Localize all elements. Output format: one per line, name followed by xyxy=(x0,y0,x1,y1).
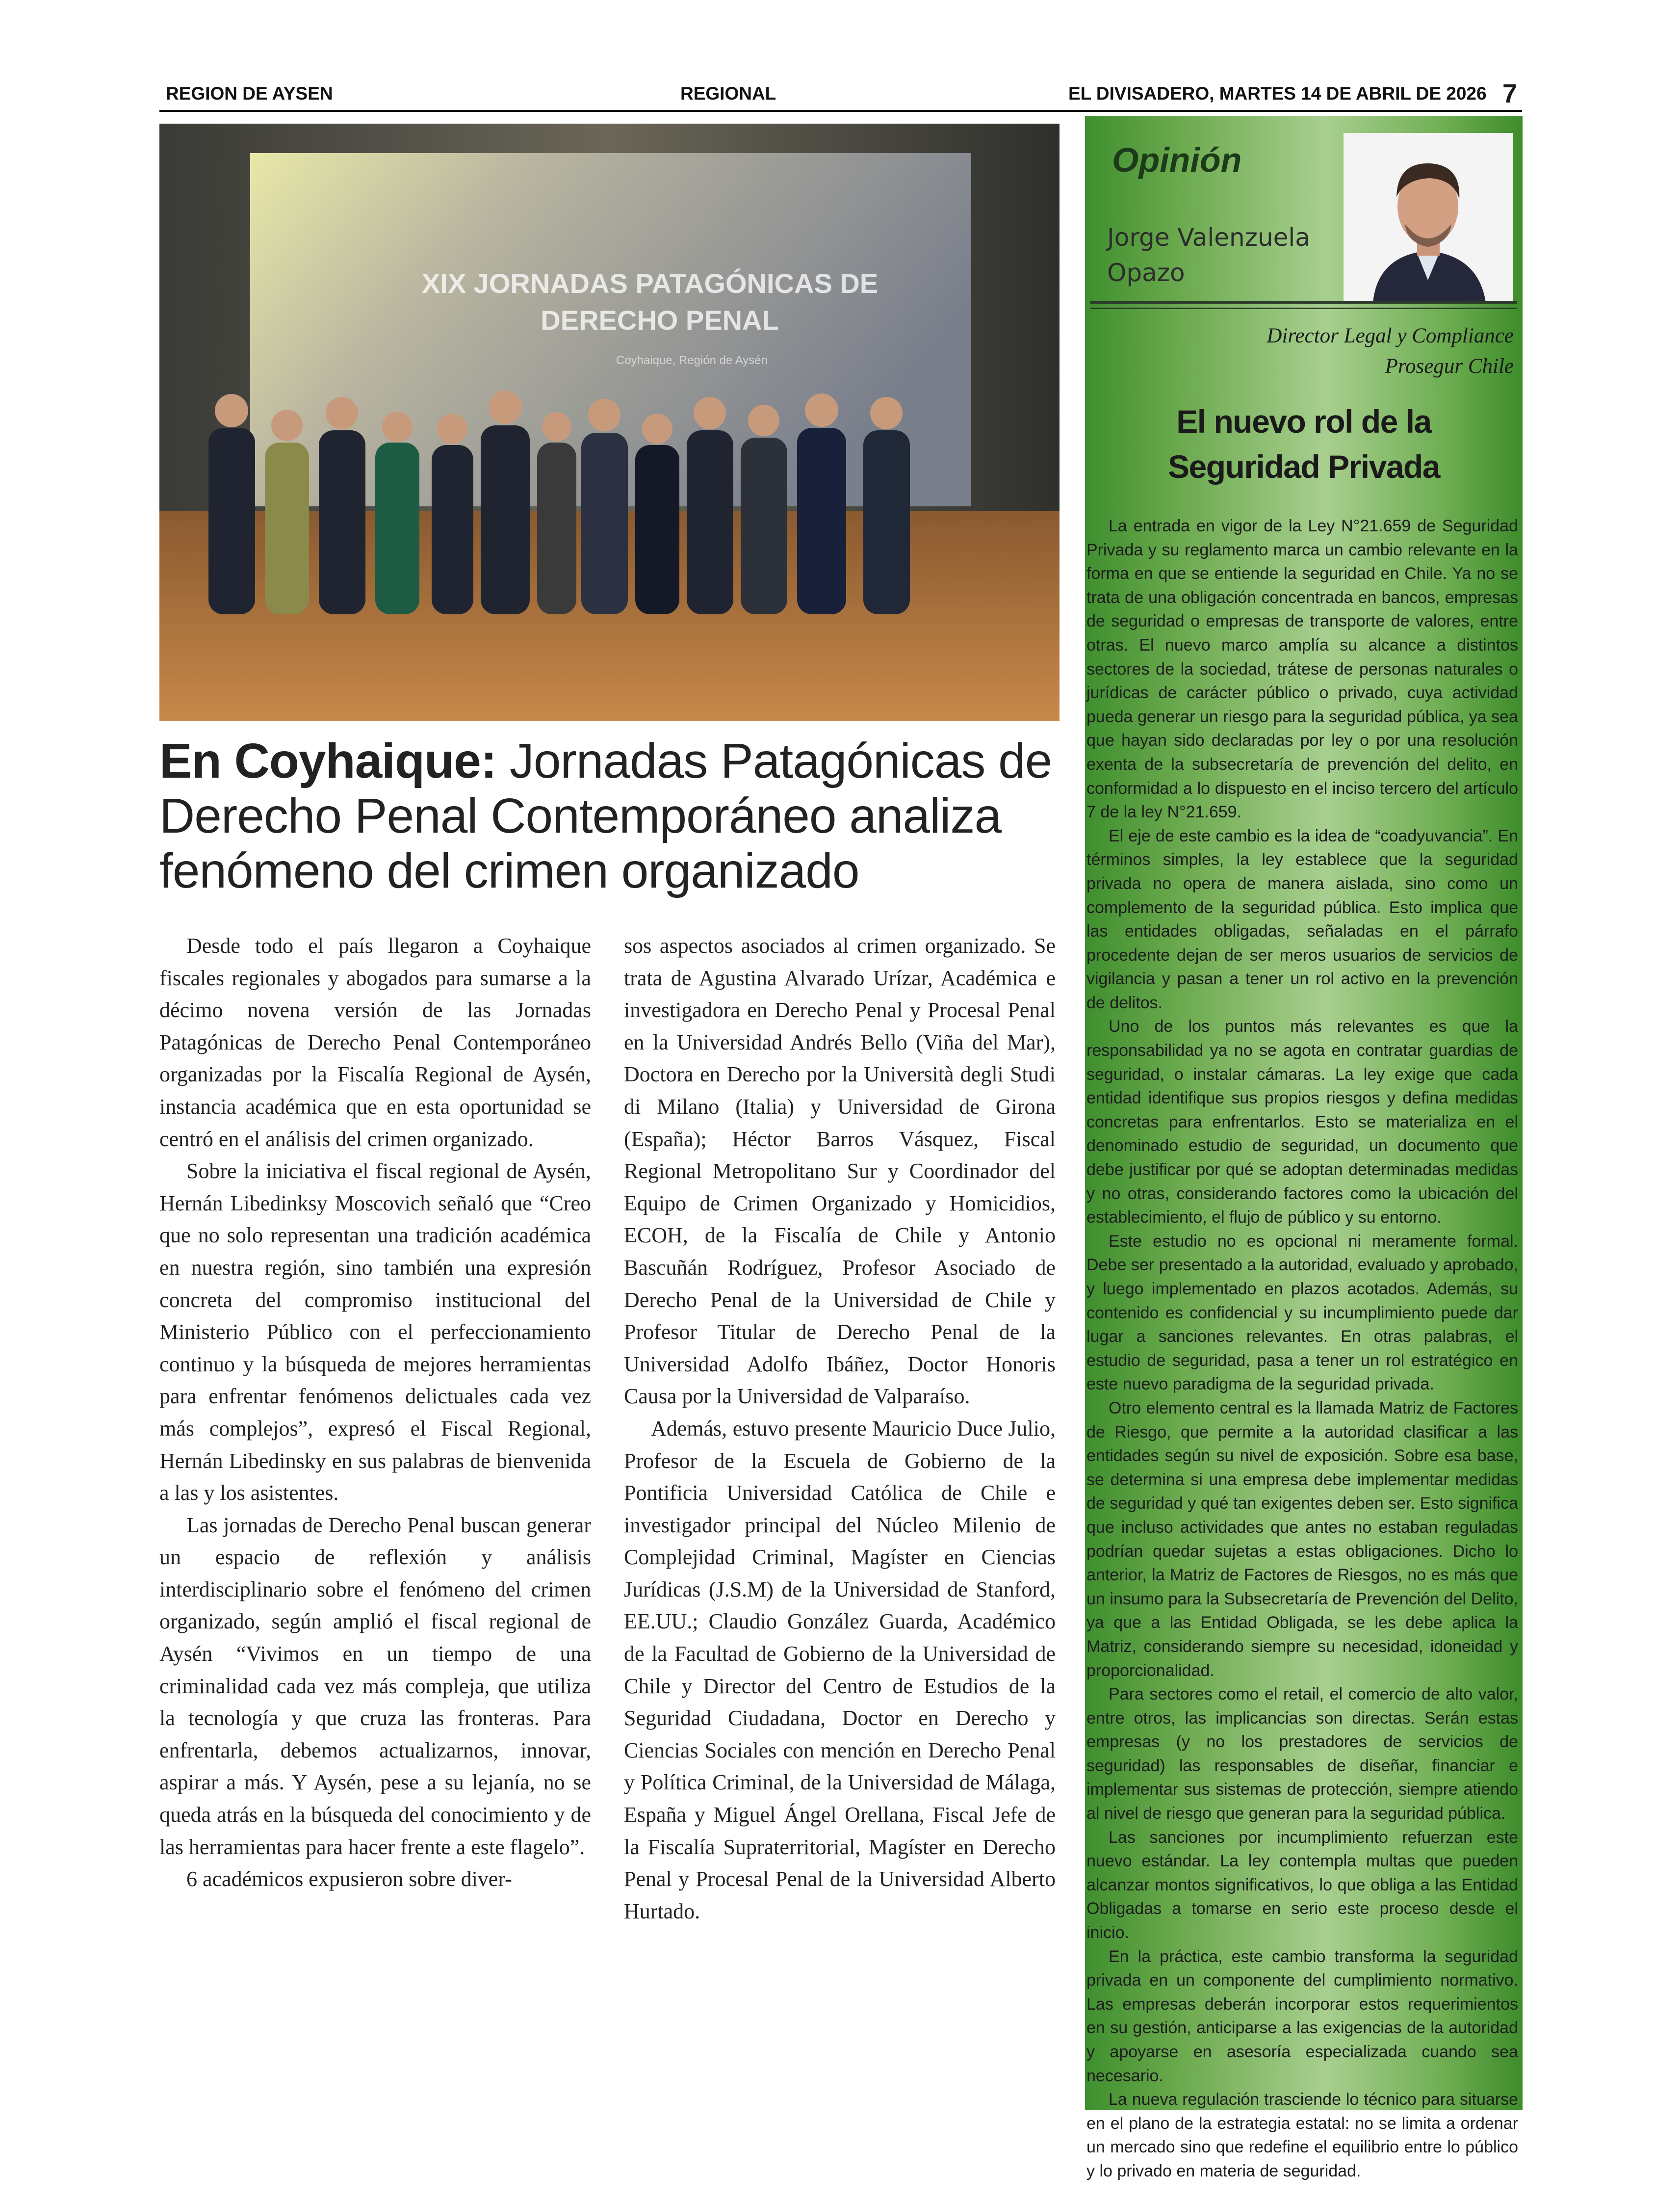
opinion-paragraph: Este estudio no es opcional ni meramente formal. Debe ser presentado a la autoridad, evaluado y aprobado, y luego implementado en plazos acotados. Además, su contenido es confidencial y su incumplimiento puede dar lugar a sanciones relevantes. En otras palabras, el estudio de seguridad, pasa a tener un rol estratégico en este nuevo paradigma de la seguridad privada. xyxy=(1086,1232,1518,1394)
article-paragraph: 6 académicos expusieron sobre diver- xyxy=(186,1867,512,1891)
section-label: REGION DE AYSEN xyxy=(166,83,333,104)
event-photo xyxy=(159,124,1060,721)
opinion-paragraph: Uno de los puntos más relevantes es que la responsabilidad ya no se agota en contratar guardias de seguridad, o instalar cámaras. La ley exige que cada entidad identifique sus propios riesgos y defina medidas concretas para enfrentarlos. Esto se materializa en el denominado estudio de seguridad, un documento que debe justificar por qué se adoptan determinadas medidas y no otras, considerando factores como la ubicación del establecimiento, el flujo de público y su entorno. xyxy=(1086,1017,1518,1227)
opinion-paragraph: La nueva regulación trasciende lo técnico para situarse en el plano de la estrategia estatal: no se limita a ordenar un mercado sino que redefine el equilibrio entre lo público y lo privado en materia de seguridad. xyxy=(1086,2090,1518,2180)
masthead-date: EL DIVISADERO, MARTES 14 DE ABRIL DE 2026 xyxy=(1068,83,1487,104)
author-role xyxy=(1266,321,1514,382)
opinion-body xyxy=(1086,514,1518,2183)
opinion-headline-line2: Seguridad Privada xyxy=(1167,448,1440,485)
article-paragraph: Las jornadas de Derecho Penal buscan generar un espacio de reflexión y análisis interdisciplinario sobre el fenómeno del crimen organizado, según amplió el fiscal regional de Aysén “Vivimos en un tiempo de una criminalidad cada vez más compleja, que utiliza la tecnología y que cruza las fronteras. Para enfrentarla, debemos actualizarnos, innovar, aspirar a más. Y Aysén, pese a su lejanía, no se queda atrás en la búsqueda del conocimiento y de las herramientas para hacer frente a este flagelo”. xyxy=(159,1513,591,1859)
screen-title-line2: DERECHO PENAL xyxy=(541,305,779,336)
opinion-divider xyxy=(1090,301,1517,304)
page-category: REGIONAL xyxy=(680,83,776,104)
opinion-paragraph: El eje de este cambio es la idea de “coadyuvancia”. En términos simples, la ley establece que la seguridad privada no opera de manera aislada, sino como un complemento de la seguridad pública. Esto implica que las entidades obligadas, señaladas en el párrafo procedente dejan de ser meros usuarios de servicios de vigilancia y pasan a tener un rol activo en la prevención de delitos. xyxy=(1086,826,1518,1012)
opinion-divider-thin xyxy=(1090,308,1517,309)
opinion-paragraph: En la práctica, este cambio transforma la seguridad privada en un componente del cumplimiento normativo. Las empresas deberán incorporar estos requerimientos en su gestión, anticiparse a las exigencias de la autoridad y apoyarse en asesoría especializada cuando sea necesario. xyxy=(1086,1947,1518,2085)
opinion-paragraph: Las sanciones por incumplimiento refuerzan este nuevo estándar. La ley contempla multas que pueden alcanzar montos significativos, lo que obliga a las Entidad Obligadas a tomarse en serio este proceso desde el inicio. xyxy=(1086,1828,1518,1942)
article-paragraph: sos aspectos asociados al crimen organizado. Se trata de Agustina Alvarado Urízar, Académica e investigadora en Derecho Penal y Procesal Penal en la Universidad Andrés Bello (Viña del Mar), Doctora en Derecho por la Università degli Studi di Milano (Italia) y Universidad de Girona (España); Héctor Barros Vásquez, Fiscal Regional Metropolitano Sur y Coordinador del Equipo de Crimen Organizado y Homicidios, ECOH, de la Fiscalía de Chile y Antonio Bascuñán Rodríguez, Profesor Asociado de Derecho Penal de la Universidad de Chile y Profesor Titular de Derecho Penal de la Universidad Adolfo Ibáñez, Doctor Honoris Causa por la Universidad de Valparaíso. xyxy=(624,934,1056,1409)
article-column-2 xyxy=(624,930,1056,1927)
opinion-headline-line1: El nuevo rol de la xyxy=(1176,403,1431,440)
opinion-paragraph: Otro elemento central es la llamada Matriz de Factores de Riesgo, que permite a la autoridad clasificar a las entidades según su nivel de exposición. Sobre esa base, se determina si una empresa debe implementar medidas de seguridad y qué tan exigentes deben ser. Esto significa que incluso actividades que antes no estaban reguladas podrían quedar sujetas a estas obligaciones. Dicho lo anterior, la Matriz de Factores de Riesgos, no es más que un insumo para la Subsecretaría de Prevención del Delito, ya que a las Entidad Obligada, se les debe aplica la Matriz, considerando siempre su necesidad, idoneidad y proporcionalidad. xyxy=(1086,1398,1518,1680)
author-role-title: Director Legal y Compliance xyxy=(1266,324,1514,347)
article-paragraph: Además, estuvo presente Mauricio Duce Julio, Profesor de la Escuela de Gobierno de la Pontificia Universidad Católica de Chile e investigador principal del Núcleo Milenio de Complejidad Criminal, Magíster en Ciencias Jurídicas (J.S.M) de la Universidad de Stanford, EE.UU.; Claudio González Guarda, Académico de la Facultad de Gobierno de la Universidad de Chile y Director del Centro de Estudios de la Seguridad Ciudadana, Doctor en Derecho y Ciencias Sociales con mención en Derecho Penal y Política Criminal, de la Universidad de Málaga, España y Miguel Ángel Orellana, Fiscal Jefe de la Fiscalía Supraterritorial, Magíster en Derecho Penal y Procesal Penal de la Universidad Alberto Hurtado. xyxy=(624,1416,1056,1923)
article-paragraph: Sobre la iniciativa el fiscal regional de Aysén, Hernán Libedinksy Moscovich señaló que “Creo que no solo representan una tradición académica en nuestra región, sino también una expresión concreta del compromiso institucional del Ministerio Público con el perfeccionamiento continuo y la búsqueda de mejores herramientas para enfrentar fenómenos delictuales cada vez más complejos”, expresó el Fiscal Regional, Hernán Libedinsky en sus palabras de bienvenida a las y los asistentes. xyxy=(159,1159,591,1505)
opinion-paragraph: Para sectores como el retail, el comercio de alto valor, entre otros, las implicancias son directas. Serán estas empresas (y no los prestadores de servicios de seguridad) las responsables de diseñar, financiar e implementar sus sistemas de protección, siempre atiendo al nivel de riesgo que generan para la seguridad pública. xyxy=(1086,1685,1518,1823)
author-name-line1: Jorge Valenzuela xyxy=(1107,223,1310,252)
screen-title-line1: XIX JORNADAS PATAGÓNICAS DE xyxy=(421,268,879,299)
opinion-section-title: Opinión xyxy=(1112,141,1242,179)
opinion-headline xyxy=(1085,399,1523,489)
opinion-paragraph: La entrada en vigor de la Ley N°21.659 de Seguridad Privada y su reglamento marca un cambio relevante en la forma en que se entiende la seguridad en Chile. Ya no se trata de una obligación concentrada en bancos, empresas de seguridad o empresas de transporte de valores, entre otras. El nuevo marco amplía su alcance a distintos sectores de la sociedad, trátese de personas naturales o jurídicas de carácter público o privado, cuya actividad pueda generar un riesgo para la seguridad pública, ya sea que hayan sido declaradas por ley o por una resolución exenta de la subsecretaría de prevención del delito, en conformidad a lo dispuesto en el inciso tercero del artículo 7 de la ley N°21.659. xyxy=(1086,517,1518,822)
opinion-author xyxy=(1107,220,1328,290)
header-divider xyxy=(159,110,1522,112)
screen-title-line3: Coyhaique, Región de Aysén xyxy=(616,354,768,367)
author-name-line2: Opazo xyxy=(1107,259,1185,287)
headline-rest: Jornadas Patagónicas de Derecho Penal Contemporáneo analiza fenómeno del crimen organizado xyxy=(159,734,1052,898)
article-headline xyxy=(159,734,1062,898)
opinion-column xyxy=(1085,116,1523,2180)
page-number: 7 xyxy=(1502,79,1518,108)
article-paragraph: Desde todo el país llegaron a Coyhaique fiscales regionales y abogados para sumarse a la décimo novena versión de las Jornadas Patagónicas de Derecho Penal Contemporáneo organizadas por la Fiscalía Regional de Aysén, instancia académica que en esta oportunidad se centró en el análisis del crimen organizado. xyxy=(159,934,591,1151)
article-column-1 xyxy=(159,930,591,1895)
headline-lead: En Coyhaique: xyxy=(159,734,497,788)
author-avatar xyxy=(1344,133,1513,302)
author-company: Prosegur Chile xyxy=(1385,355,1514,378)
